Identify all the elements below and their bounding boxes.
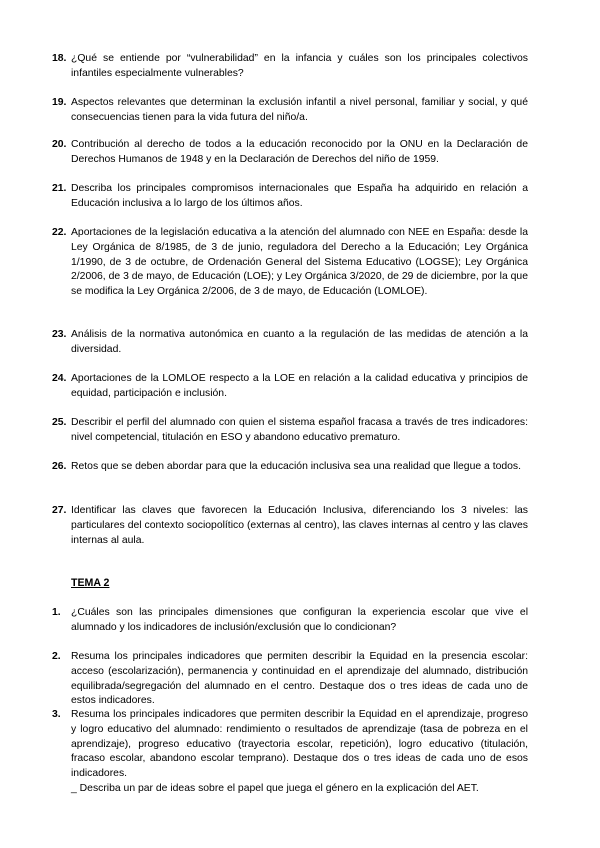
question-number: 1.	[52, 607, 61, 618]
question-text: Resuma los principales indicadores que permiten describir la Equidad en el aprendizaje, progreso y logro educativo del alumnado: rendimiento o resultados de aprendizaje (tasa de pobreza en el aprendizaje), progreso educativo (trayectoria escolar, repetición), logro educativo (titulación, fracaso escolar, abandono escolar temprano). Destaque dos o tres ideas de cada uno de esos indicadores.	[71, 709, 528, 780]
section-heading: TEMA 2	[71, 577, 110, 589]
question-text: Aportaciones de la LOMLOE respecto a la LOE en relación a la calidad educativa y principios de equidad, participación e inclusión.	[71, 373, 528, 399]
question-text: Contribución al derecho de todos a la educación reconocido por la ONU en la Declaración de Derechos Humanos de 1948 y en la Declaración de Derechos del niño de 1959.	[71, 139, 528, 165]
question-26	[52, 460, 528, 475]
question-number: 23.	[52, 329, 67, 340]
question-1	[52, 606, 528, 636]
question-text: ¿Cuáles son las principales dimensiones que configuran la experiencia escolar que vive el alumnado y los indicadores de inclusión/exclusión que lo condicionan?	[71, 607, 528, 633]
question-21	[52, 182, 528, 212]
question-22	[52, 226, 528, 300]
question-text: Resuma los principales indicadores que permiten describir la Equidad en la presencia escolar: acceso (escolarización), permanencia y continuidad en el aprendizaje del alumnado, distribución equilibrada/segregación del alumnado en el centro. Destaque dos o tres ideas de cada uno de estos indicadores.	[71, 651, 528, 707]
question-number: 25.	[52, 417, 67, 428]
question-text: Identificar las claves que favorecen la Educación Inclusiva, diferenciando los 3 niveles: las particulares del contexto sociopolítico (externas al centro), las claves internas al centro y las claves internas al aula.	[71, 505, 528, 546]
question-number: 2.	[52, 651, 61, 662]
question-23	[52, 328, 528, 358]
question-text: Describa los principales compromisos internacionales que España ha adquirido en relación a Educación inclusiva a lo largo de los últimos años.	[71, 183, 528, 209]
question-24	[52, 372, 528, 402]
question-27	[52, 504, 528, 548]
question-text: Aspectos relevantes que determinan la exclusión infantil a nivel personal, familiar y social, y qué consecuencias tienen para la vida futura del niño/a.	[71, 97, 528, 123]
question-number: 21.	[52, 183, 67, 194]
question-text: Retos que se deben abordar para que la educación inclusiva sea una realidad que llegue a todos.	[71, 461, 522, 472]
question-text: Análisis de la normativa autonómica en cuanto a la regulación de las medidas de atención a la diversidad.	[71, 329, 528, 355]
question-text: ¿Qué se entiende por “vulnerabilidad” en la infancia y cuáles son los principales colectivos infantiles especialmente vulnerables?	[71, 53, 528, 79]
question-number: 26.	[52, 461, 67, 472]
question-number: 19.	[52, 97, 67, 108]
question-25	[52, 416, 528, 446]
question-20	[52, 138, 528, 168]
question-text: Aportaciones de la legislación educativa a la atención del alumnado con NEE en España: desde la Ley Orgánica de 8/1985, de 3 de junio, reguladora del Derecho a la Educación; Ley Orgánica 1/1990, de 3 de octubre, de Ordenación General del Sistema Educativo (LOGSE); Ley Orgánica 2/2006, de 3 de mayo, de Educación (LOE); y Ley Orgánica 3/2020, de 29 de diciembre, por la que se modifica la Ley Orgánica 2/2006, de 3 de mayo, de Educación (LOMLOE).	[71, 227, 528, 298]
question-text: Describir el perfil del alumnado con quien el sistema español fracasa a través de tres indicadores: nivel competencial, titulación en ESO y abandono educativo prematuro.	[71, 417, 528, 443]
note-text: _ Describa un par de ideas sobre el papel que juega el género en la explicación del AET.	[71, 783, 479, 794]
question-number: 3.	[52, 709, 61, 720]
question-18	[52, 52, 528, 82]
question-number: 24.	[52, 373, 67, 384]
question-number: 20.	[52, 139, 67, 150]
question-number: 27.	[52, 505, 67, 516]
question-number: 22.	[52, 227, 67, 238]
question-number: 18.	[52, 53, 67, 64]
question-2	[52, 650, 528, 709]
question-3	[52, 708, 528, 782]
question-19	[52, 96, 528, 126]
